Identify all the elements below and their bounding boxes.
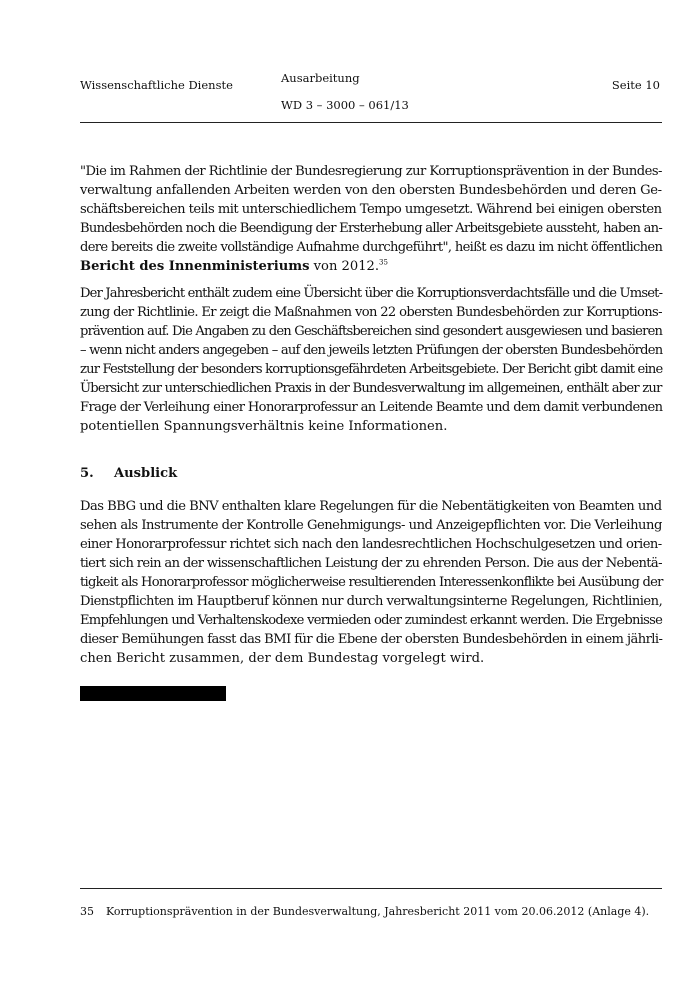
text-line: "Die im Rahmen der Richtlinie der Bundesregierung zur Korruptionsprävention in der Bundes- (80, 164, 662, 179)
paragraph-quote (80, 162, 662, 276)
text-line: verwaltung anfallenden Arbeiten werden von den obersten Bundesbehörden und deren Ge- (80, 183, 662, 198)
header-page-number: Seite 10 (611, 78, 660, 92)
text-fragment: von 2012. (309, 259, 380, 274)
text-line: tigkeit als Honorarprofessor möglicherweise resultierenden Interessenkonflikte bei Ausübung der (80, 575, 663, 590)
document-body (80, 162, 662, 676)
paragraph-jahresbericht (80, 284, 662, 436)
text-line: Dienstpflichten im Hauptberuf können nur durch verwaltungsinterne Regelungen, Richtlinien, (80, 594, 663, 609)
text-line: zung der Richtlinie. Er zeigt die Maßnahmen von 22 obersten Bundesbehörden zur Korruptions- (80, 305, 662, 320)
paragraph-ausblick (80, 497, 662, 668)
header-institution: Wissenschaftliche Dienste (80, 78, 233, 92)
section-number: 5. (80, 466, 94, 481)
footnote-text: Korruptionsprävention in der Bundesverwaltung, Jahresbericht 2011 vom 20.06.2012 (Anlage 4). (106, 905, 650, 918)
text-line: tiert sich rein an der wissenschaftlichen Leistung der zu ehrenden Person. Die aus der Nebentä- (80, 556, 662, 571)
header-reference: WD 3 – 3000 – 061/13 (281, 98, 409, 112)
text-line: Übersicht zur unterschiedlichen Praxis in der Bundesverwaltung im allgemeinen, enthält aber zur (80, 381, 662, 396)
text-line: sehen als Instrumente der Kontrolle Genehmigungs- und Anzeigepflichten vor. Die Verleihung (80, 518, 662, 533)
text-line: Frage der Verleihung einer Honorarprofessur an Leitende Beamte und dem damit verbundenen (80, 400, 663, 415)
text-line: Das BBG und die BNV enthalten klare Regelungen für die Nebentätigkeiten von Beamten und (80, 499, 662, 514)
text-line: – wenn nicht anders angegeben – auf den jeweils letzten Prüfungen der obersten Bundesbehörden (80, 343, 663, 358)
header-divider (80, 122, 662, 123)
bold-reference: Bericht des Innenministeriums (80, 259, 310, 274)
text-line: potentiellen Spannungsverhältnis keine Informationen. (80, 419, 448, 434)
text-line: chen Bericht zusammen, der dem Bundestag vorgelegt wird. (80, 651, 485, 666)
footnote-ref[interactable]: 35 (379, 258, 388, 267)
text-line: Der Jahresbericht enthält zudem eine Übersicht über die Korruptionsverdachtsfälle und die Umset- (80, 286, 663, 301)
redaction-bar (80, 686, 226, 701)
header-doc-type: Ausarbeitung (281, 71, 360, 85)
text-line: schäftsbereichen teils mit unterschiedlichem Tempo umgesetzt. Während bei einigen obersten (80, 202, 662, 217)
text-line: prävention auf. Die Angaben zu den Geschäftsbereichen sind gesondert ausgewiesen und basieren (80, 324, 663, 339)
text-line: dere bereits die zweite vollständige Aufnahme durchgeführt", heißt es dazu im nicht öffentlichen (80, 240, 663, 255)
footnote (80, 905, 649, 918)
section-title: Ausblick (114, 466, 178, 481)
text-line (80, 257, 662, 276)
footnote-divider (80, 888, 662, 889)
text-line: zur Feststellung der besonders korruptionsgefährdeten Arbeitsgebiete. Der Bericht gibt damit eine (80, 362, 663, 377)
text-line: Bundesbehörden noch die Beendigung der Ersterhebung aller Arbeitsgebiete aussteht, haben an- (80, 221, 663, 236)
text-line: einer Honorarprofessur richtet sich nach den landesrechtlichen Hochschulgesetzen und orien- (80, 537, 662, 552)
text-line: dieser Bemühungen fasst das BMI für die Ebene der obersten Bundesbehörden in einem jährli- (80, 632, 663, 647)
section-heading (80, 466, 662, 481)
footnote-number: 35 (80, 905, 94, 918)
text-line: Empfehlungen und Verhaltenskodexe vermieden oder zumindest erkannt werden. Die Ergebnisse (80, 613, 663, 628)
